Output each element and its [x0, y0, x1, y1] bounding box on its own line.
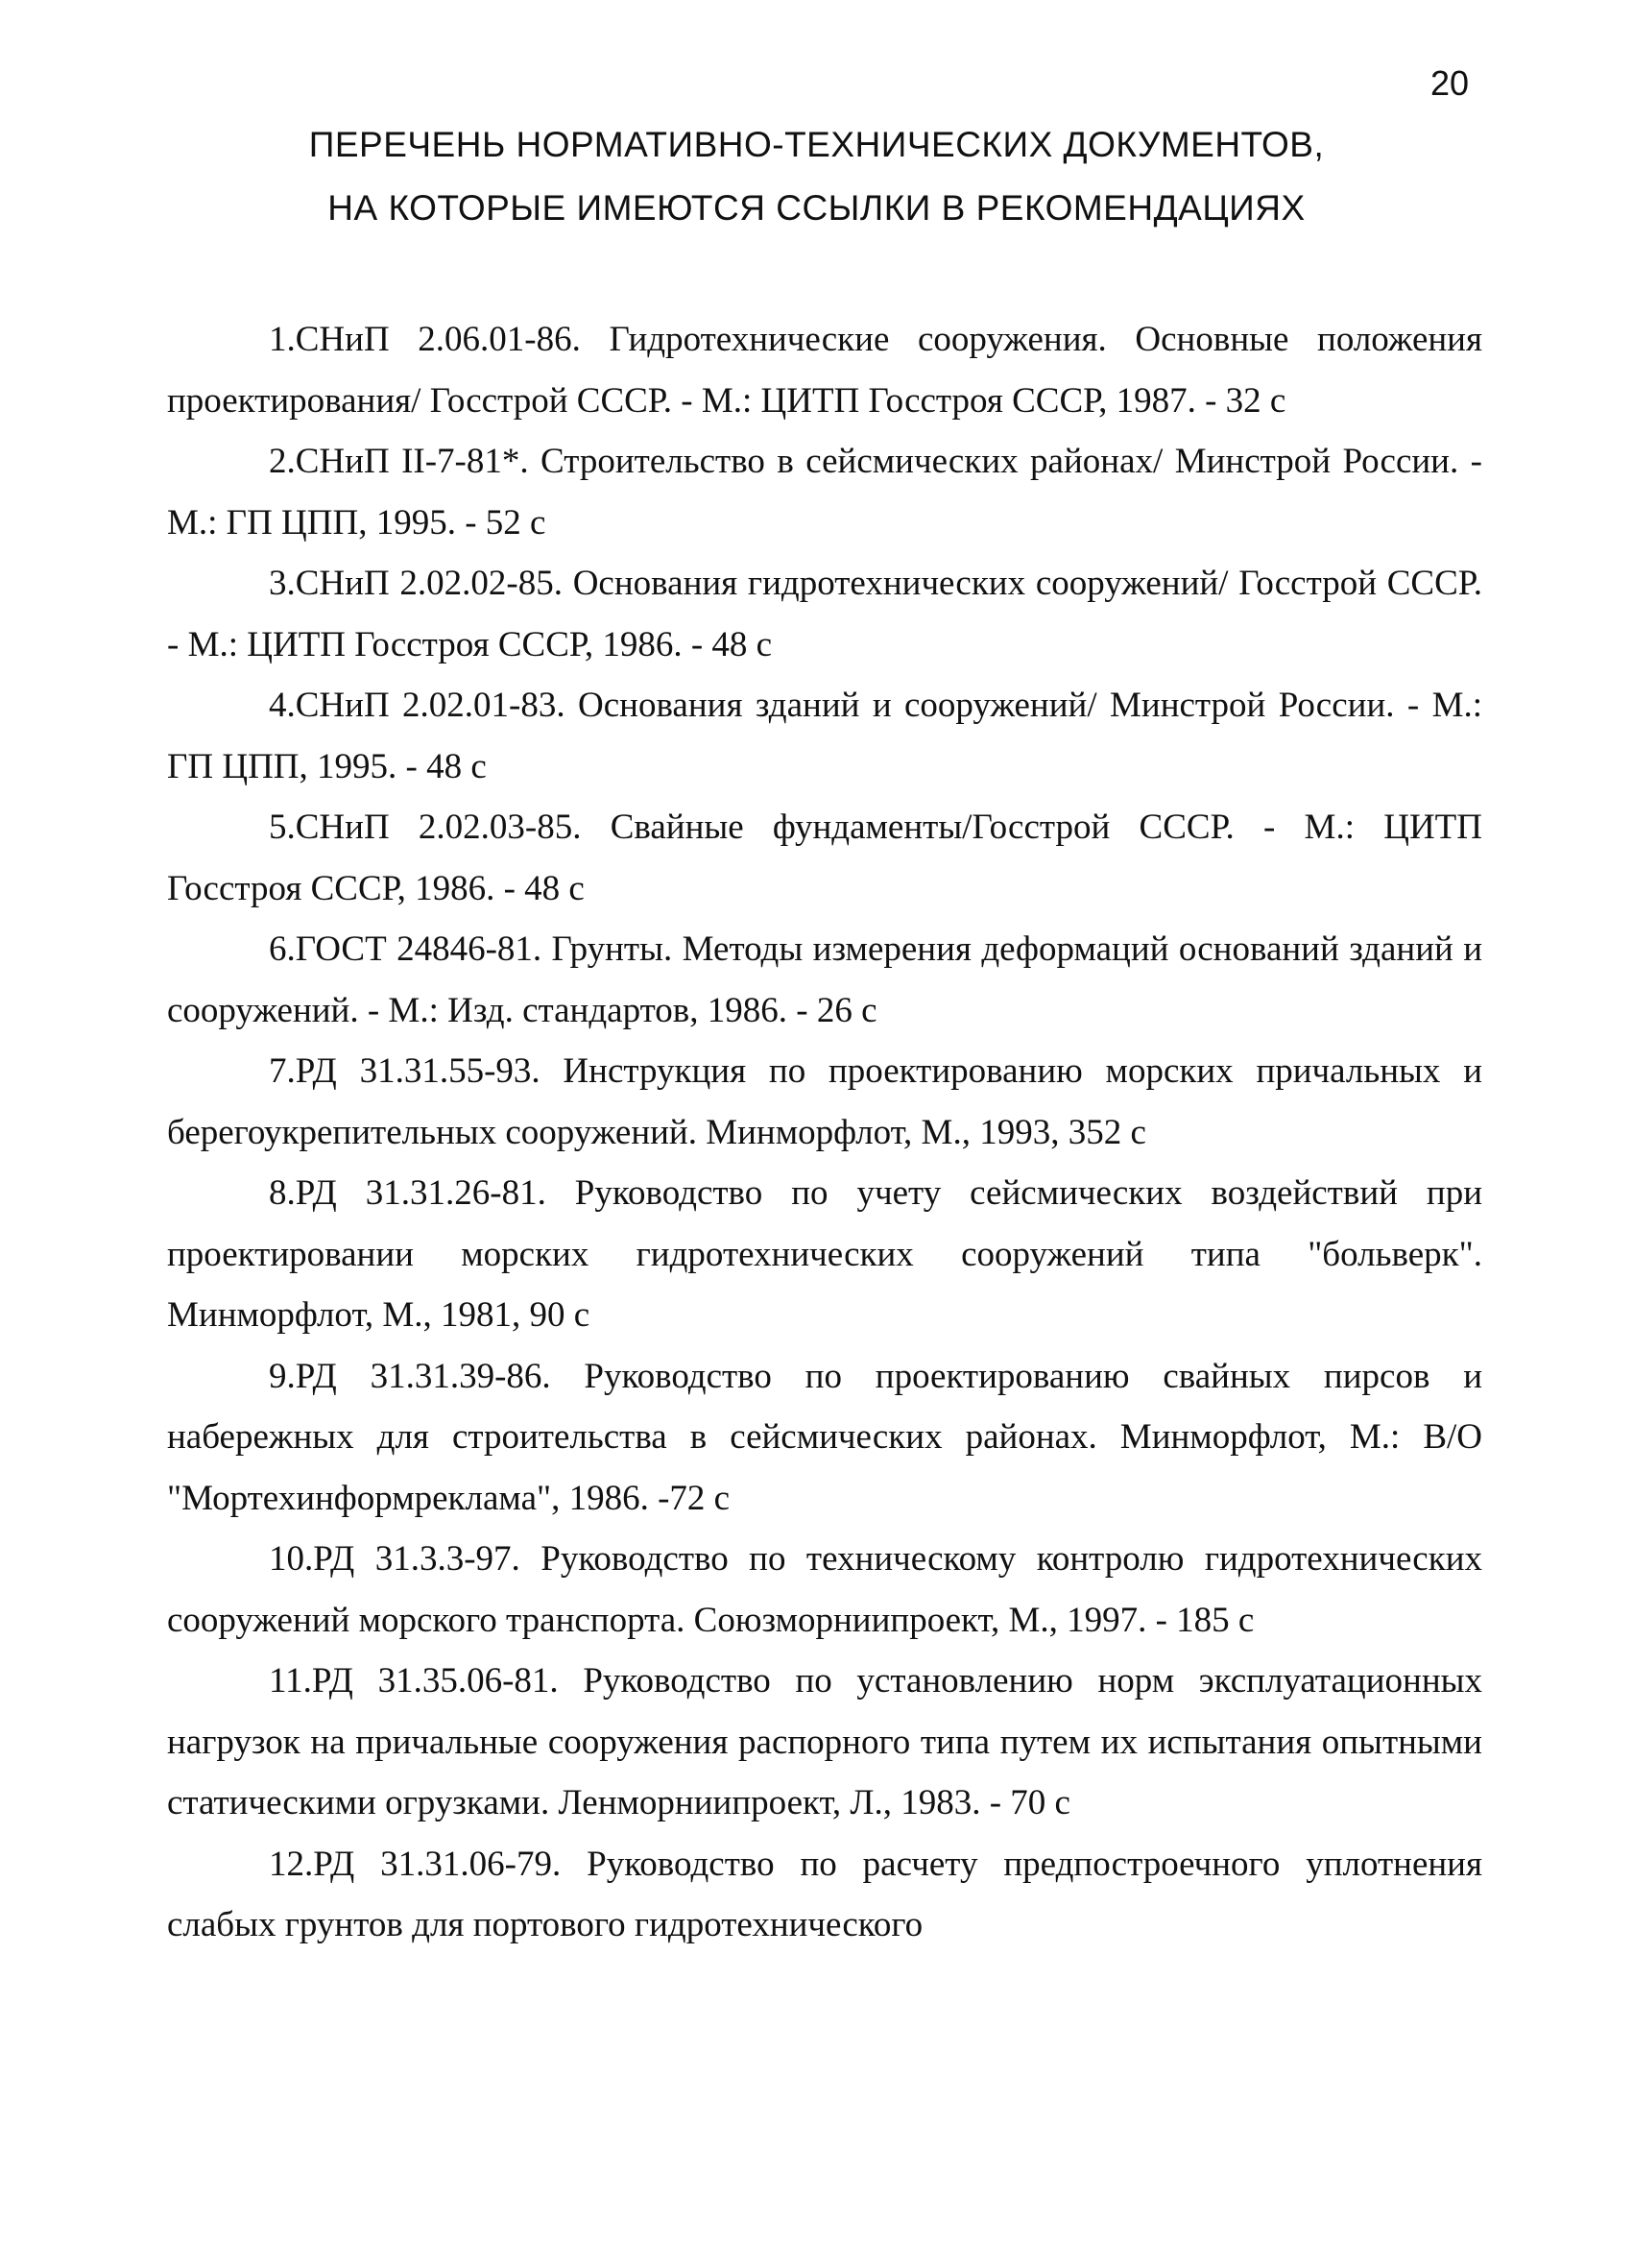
page-number: 20 [1430, 63, 1470, 103]
page-title-line-1: ПЕРЕЧЕНЬ НОРМАТИВНО-ТЕХНИЧЕСКИХ ДОКУМЕНТОВ, [308, 125, 1325, 164]
page-title-line-2: НА КОТОРЫЕ ИМЕЮТСЯ ССЫЛКИ В РЕКОМЕНДАЦИЯХ [327, 188, 1306, 228]
reference-item: 11.РД 31.35.06-81. Руководство по установлению норм эксплуатационных нагрузок на причальные сооружения распорного типа путем их испытания опытными статическими огрузками. Ленморниипроект, Л., 1983. - 70 с [167, 1661, 1482, 1822]
reference-item: 10.РД 31.3.3-97. Руководство по техническому контролю гидротехнических сооружений морского транспорта. Союзморниипроект, М., 1997. - 185 с [167, 1539, 1482, 1640]
reference-item: 4.СНиП 2.02.01-83. Основания зданий и сооружений/ Минстрой России. - М.: ГП ЦПП, 1995. - 48 с [167, 686, 1482, 786]
reference-item: 3.СНиП 2.02.02-85. Основания гидротехнических сооружений/ Госстрой СССР. - М.: ЦИТП Госстроя СССР, 1986. - 48 с [167, 564, 1482, 664]
reference-item: 5.СНиП 2.02.03-85. Свайные фундаменты/Госстрой СССР. - М.: ЦИТП Госстроя СССР, 1986. - 48 с [167, 808, 1482, 908]
reference-item: 6.ГОСТ 24846-81. Грунты. Методы измерения деформаций оснований зданий и сооружений. - М.: Изд. стандартов, 1986. - 26 с [167, 929, 1482, 1030]
reference-item: 7.РД 31.31.55-93. Инструкция по проектированию морских причальных и берегоукрепительных сооружений. Минморфлот, М., 1993, 352 с [167, 1051, 1482, 1152]
reference-item: 2.СНиП II-7-81*. Строительство в сейсмических районах/ Минстрой России. - М.: ГП ЦПП, 1995. - 52 с [167, 442, 1482, 543]
reference-item: 8.РД 31.31.26-81. Руководство по учету сейсмических воздействий при проектировании морских гидротехнических сооружений типа "больверк". Минморфлот, М., 1981, 90 с [167, 1173, 1482, 1335]
reference-item: 9.РД 31.31.39-86. Руководство по проектированию свайных пирсов и набережных для строительства в сейсмических районах. Минморфлот, М.: В/О "Мортехинформреклама", 1986. -72 с [167, 1356, 1482, 1518]
reference-item: 1.СНиП 2.06.01-86. Гидротехнические сооружения. Основные положения проектирования/ Госстрой СССР. - М.: ЦИТП Госстроя СССР, 1987. - 32 с [167, 320, 1482, 421]
reference-item: 12.РД 31.31.06-79. Руководство по расчету предпостроечного уплотнения слабых грунтов для портового гидротехнического [167, 1844, 1482, 1944]
references-list [167, 309, 1482, 1956]
